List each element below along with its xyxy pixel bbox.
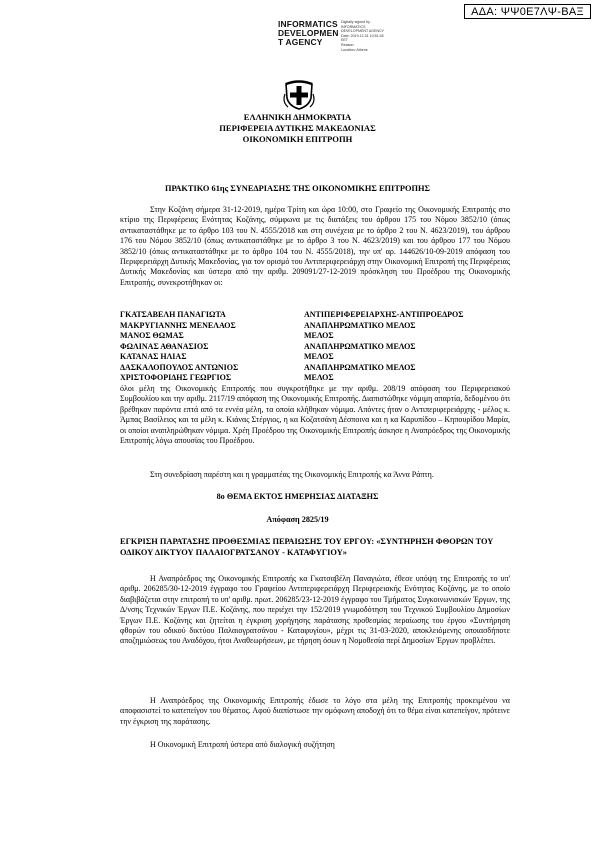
attendance-paragraph: όλοι μέλη της Οικονομικής Επιτροπής που συγκροτήθηκε με την αριθμ. 208/19 απόφαση του Περιφερειακού Συμβουλίου και την αριθμ. 2117/19 απόφαση της Οικονομικής Επιτροπής. Διαπιστώθηκε νόμιμη απαρτία, δεδομένου ότι βρέθηκαν παρόντα επτά από τα εννέα μέλη, τα οποία κλήθηκαν νόμιμα. Απόντες ήταν ο Αντιπεριφερειάρχης - μέλος κ. Άμπας Βασίλειος και τα μέλη κ. Κιάνας Στέργιος, η κα Κοζατσάνη Δέσποινα και η κα Καρυπίδου – Κηπουρίδου Μαρία, οι οποίοι αναπληρώθηκαν νόμιμα. Χρέη Προέδρου της Οικονομικής Επιτροπής άσκησε η Αναπρόεδρος της Οικονομικής Επιτροπής λόγω απουσίας του Προέδρου. [120, 384, 510, 446]
member-name: ΔΑΣΚΑΛΟΠΟΥΛΟΣ ΑΝΤΩΝΙΟΣ [120, 362, 239, 372]
member-row [120, 342, 510, 353]
member-name: ΜΑΝΟΣ ΘΩΜΑΣ [120, 331, 184, 340]
member-role: ΜΕΛΟΣ [304, 352, 334, 361]
member-name: ΚΑΤΑΝΑΣ ΗΛΙΑΣ [120, 352, 187, 361]
member-role: ΑΝΑΠΛΗΡΩΜΑΤΙΚΟ ΜΕΛΟΣ [304, 341, 416, 351]
header-line-1: ΕΛΛΗΝΙΚΗ ΔΗΜΟΚΡΑΤΙΑ [243, 112, 352, 122]
member-name: ΧΡΙΣΤΟΦΟΡΙΔΗΣ ΓΕΩΡΓΙΟΣ [120, 373, 232, 382]
document-title: ΠΡΑΚΤΙΚΟ 61ης ΣΥΝΕΔΡΙΑΣΗΣ ΤΗΣ ΟΙΚΟΝΟΜΙΚΗΣ ΕΠΙΤΡΟΠΗΣ [164, 184, 431, 193]
document-header [0, 112, 595, 145]
member-role: ΑΝΑΠΛΗΡΩΜΑΤΙΚΟ ΜΕΛΟΣ [304, 320, 416, 330]
member-name: ΜΑΚΡΥΓΙΑΝΝΗΣ ΜΕΝΕΛΑΟΣ [120, 320, 236, 330]
digital-signature-info: Digitally signed by INFORMATICS DEVELOPMENT AGENCY Date: 2019.12.31 10:51:45 EET Reason: Location: Athens [341, 20, 385, 52]
secretary-paragraph: Στη συνεδρίαση παρέστη και η γραμματέας της Οικονομικής Επιτροπής κα Άννα Ράπτη. [150, 470, 434, 479]
iga-logo: INFORMATICS DEVELOPMEN T AGENCY [278, 19, 339, 47]
member-role: ΜΕΛΟΣ [304, 331, 334, 340]
member-role: ΜΕΛΟΣ [304, 373, 334, 382]
body-paragraph-2: Η Αναπρόεδρος της Οικονομικής Επιτροπής έδωσε το λόγο στα μέλη της Επιτροπής προκειμένου να αποφασιστεί το κατεπείγον του θέματος. Αφού διαπίστωσε την ομόφωνη αποδοχή ότι το θέμα είναι κατεπείγον, πρότεινε την έγκριση της παράτασης. [120, 696, 510, 726]
member-row [120, 310, 510, 321]
member-row [120, 373, 510, 384]
member-role: ΑΝΤΙΠΕΡΙΦΕΡΕΙΑΡΧΗΣ-ΑΝΤΙΠΡΟΕΔΡΟΣ [304, 310, 464, 319]
header-line-2: ΠΕΡΙΦΕΡΕΙΑ ΔΥΤΙΚΗΣ ΜΑΚΕΔΟΝΙΑΣ [219, 123, 376, 133]
member-row [120, 331, 510, 342]
header-line-3: ΟΙΚΟΝΟΜΙΚΗ ΕΠΙΤΡΟΠΗ [242, 134, 353, 144]
member-row [120, 352, 510, 363]
body-paragraph-1: Η Αναπρόεδρος της Οικονομικής Επιτροπής κα Γκατσαβέλη Παναγιώτα, έθεσε υπόψη της Επιτροπής το υπ' αριθμ. 206285/30-12-2019 έγγραφο του Γραφείου Αντιπεριφερειάρχη Περιφερειακής Ενότητας Κοζάνης, με το οποίο διαβιβάζεται στην επιτροπή το υπ' αριθμ. πρωτ. 206285/23-12-2019 έγγραφο του Τμήματος Συγκοινωνιακών Έργων, της Δ/νσης Τεχνικών Έργων Π.Ε. Κοζάνης, που περιέχει την 152/2019 γνωμοδότηση του Τεχνικού Συμβουλίου Δημοσίων Έργων Π.Ε. Κοζάνης και ζητείται η έγκριση χορήγησης παράτασης προθεσμίας περαίωσης του έργου «Συντήρηση φθορών του οδικού δικτύου Παλαιογρατσάνου - Καταφυγίου», μέχρι τις 31-03-2020, αποκλειόμενης οποιασδήποτε αποζημιώσεως του Αναδόχου, ήτοι Αναθεωρήσεων, με τήρηση όσων η Νομοθεσία περί Δημοσίων Έργων προβλέπει. [120, 574, 510, 646]
greek-emblem-icon [282, 80, 316, 110]
decision-number: Απόφαση 2825/19 [266, 515, 329, 524]
member-row [120, 363, 510, 374]
agenda-item-heading: 8ο ΘΕΜΑ ΕΚΤΟΣ ΗΜΕΡΗΣΙΑΣ ΔΙΑΤΑΞΗΣ [216, 492, 379, 501]
member-name: ΓΚΑΤΣΑΒΕΛΗ ΠΑΝΑΓΙΩΤΑ [120, 310, 226, 319]
members-list [120, 310, 510, 384]
body-paragraph-3: Η Οικονομική Επιτροπή ύστερα από διαλογική συζήτηση [150, 740, 335, 749]
member-name: ΦΩΛΙΝΑΣ ΑΘΑΝΑΣΙΟΣ [120, 341, 209, 351]
ada-code: ΑΔΑ: ΨΨ0Ε7ΛΨ-ΒΑΞ [464, 4, 591, 19]
member-row [120, 321, 510, 332]
member-role: ΑΝΑΠΛΗΡΩΜΑΤΙΚΟ ΜΕΛΟΣ [304, 362, 416, 372]
subject-heading: ΕΓΚΡΙΣΗ ΠΑΡΑΤΑΣΗΣ ΠΡΟΘΕΣΜΙΑΣ ΠΕΡΑΙΩΣΗΣ ΤΟΥ ΕΡΓΟΥ: «ΣΥΝΤΗΡΗΣΗ ΦΘΟΡΩΝ ΤΟΥ ΟΔΙΚΟΥ ΔΙΚΤΥΟΥ ΠΑΛΑΙΟΓΡΑΤΣΑΝΟΥ - ΚΑΤΑΦΥΓΙΟΥ» [120, 537, 494, 557]
intro-paragraph: Στην Κοζάνη σήμερα 31-12-2019, ημέρα Τρίτη και ώρα 10:00, στο Γραφείο της Οικονομικής Επιτροπής στο κτίριο της Περιφέρειας Ενότητας Κοζάνης, σύμφωνα με τις διατάξεις του άρθρου 175 του Νόμου 3852/10 (όπως αντικαταστάθηκε με το άρθρο 103 του Ν. 4555/2018 και στη συνέχεια με το άρθρο 2 του Ν. 4623/2019), του άρθρου 176 του Νόμου 3852/10 (όπως αντικαταστάθηκε με το άρθρο 3 του Ν. 4623/2019) και του άρθρου 177 του Νόμου 3852/10 (όπως αντικαταστάθηκε με το άρθρο 104 του Ν. 4555/2018), την υπ' αρ. 144626/10-09-2019 απόφαση του Περιφερειάρχη Δυτικής Μακεδονίας, για τον ορισμό του Αντιπεριφερειάρχη στην Οικονομική Επιτροπή της Περιφέρειας Δυτικής Μακεδονίας και ύστερα από την αριθμ. 209091/27-12-2019 πρόσκληση του Προέδρου της Οικονομικής Επιτροπής, συνεκροτήθηκαν οι: [120, 205, 510, 287]
